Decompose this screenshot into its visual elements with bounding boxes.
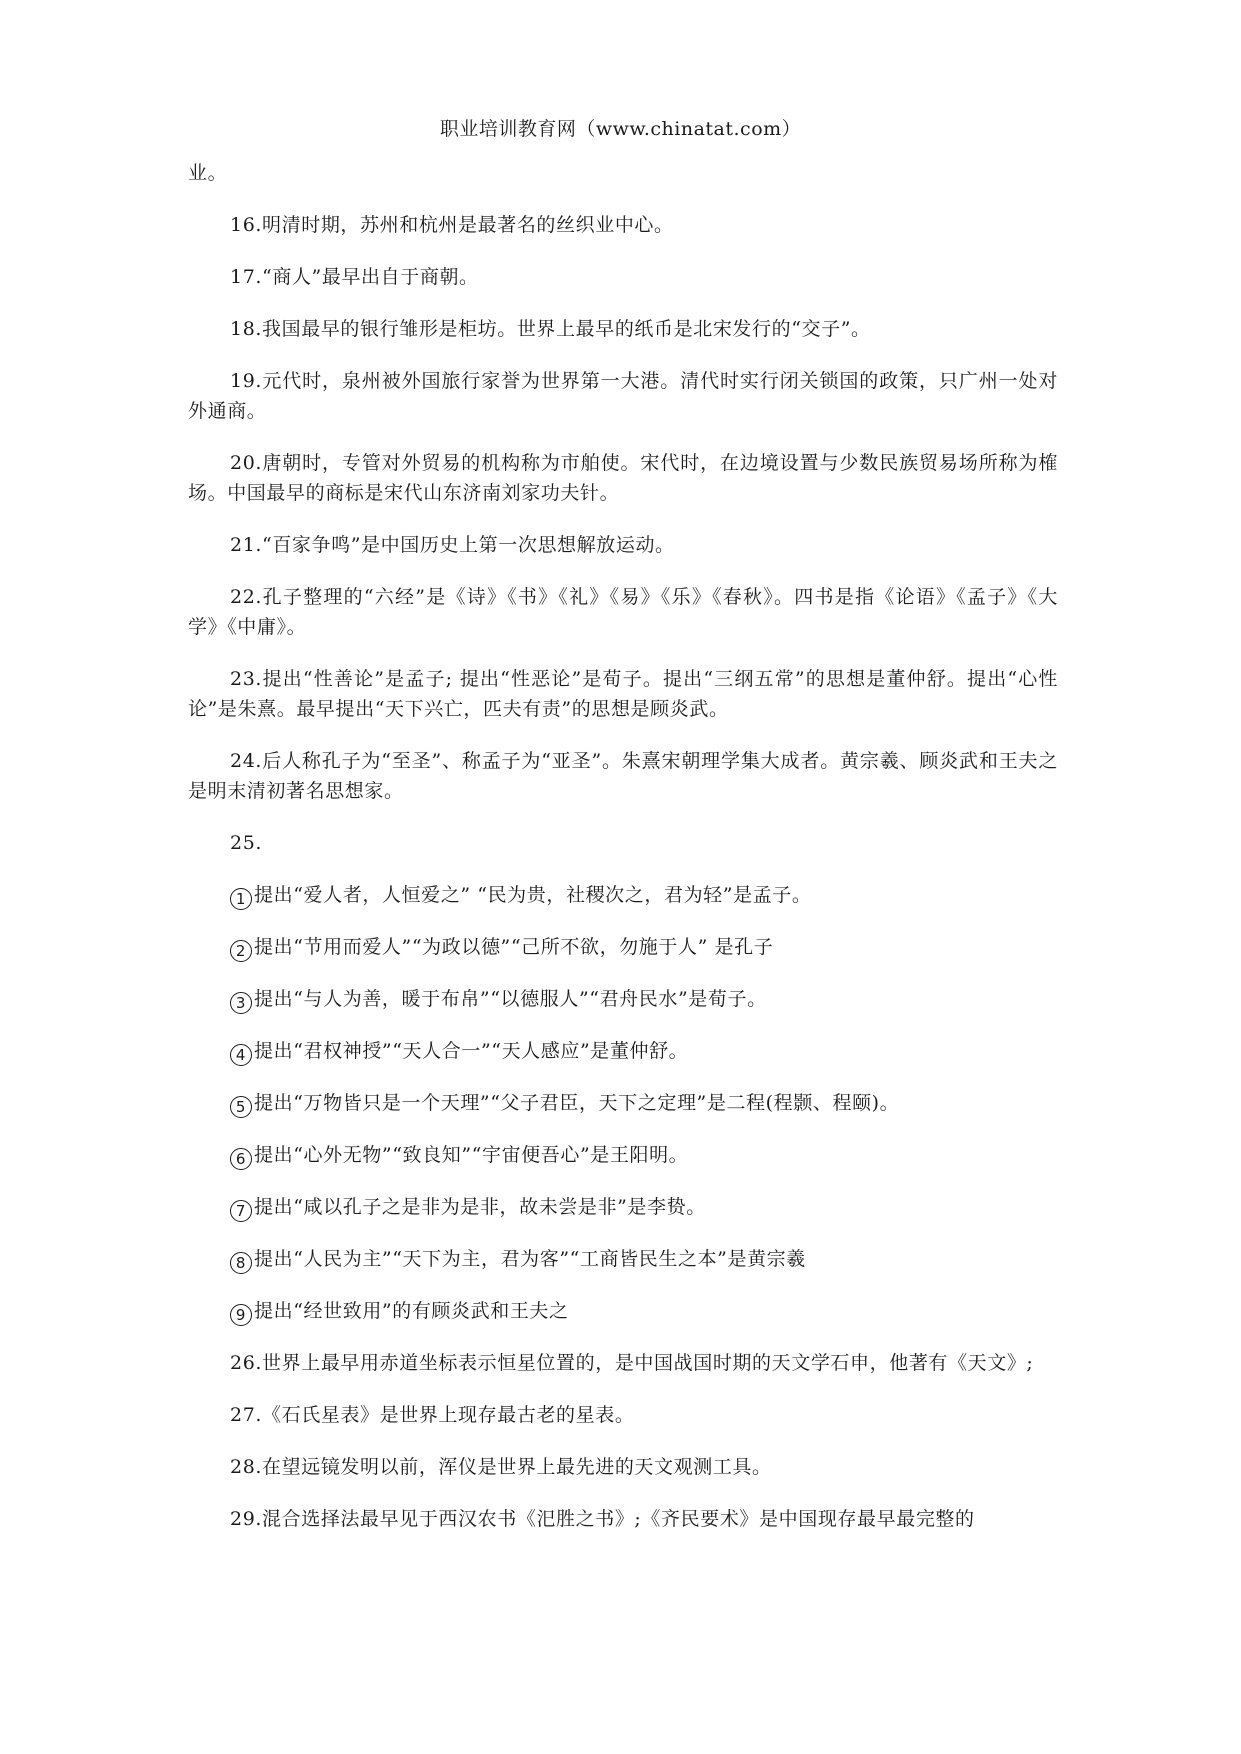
paragraph: 业。 bbox=[188, 162, 228, 184]
list-item bbox=[188, 1088, 1058, 1118]
paragraph: 26.世界上最早用赤道坐标表示恒星位置的，是中国战国时期的天文学石申，他著有《天文》; bbox=[230, 1352, 1034, 1374]
list-item-text: 提出“君权神授”“天人合一”“天人感应”是董仲舒。 bbox=[254, 1040, 689, 1062]
circled-number: 3 bbox=[230, 992, 252, 1014]
circled-number: 7 bbox=[230, 1200, 252, 1222]
list-item-text: 提出“心外无物”“致良知”“宇宙便吾心”是王阳明。 bbox=[254, 1144, 689, 1166]
list-item bbox=[188, 1244, 1058, 1274]
paragraph: 29.混合选择法最早见于西汉农书《汜胜之书》;《齐民要术》是中国现存最早最完整的 bbox=[230, 1508, 975, 1530]
list-item bbox=[188, 1296, 1058, 1326]
list-item bbox=[188, 880, 1058, 910]
list-item-text: 提出“咸以孔子之是非为是非，故未尝是非”是李贽。 bbox=[254, 1196, 706, 1218]
list-item-text: 提出“经世致用”的有顾炎武和王夫之 bbox=[254, 1300, 569, 1322]
circled-number: 8 bbox=[230, 1252, 252, 1274]
list-item bbox=[188, 932, 1058, 962]
paragraph: 17.“商人”最早出自于商朝。 bbox=[230, 266, 479, 288]
document-body bbox=[188, 158, 1058, 1556]
list-item-text: 提出“爱人者，人恒爱之” “民为贵，社稷次之，君为轻”是孟子。 bbox=[254, 884, 812, 906]
list-item-text: 提出“与人为善，暖于布帛”“以德服人”“君舟民水”是荀子。 bbox=[254, 988, 767, 1010]
circled-number: 9 bbox=[230, 1304, 252, 1326]
circled-number: 5 bbox=[230, 1096, 252, 1118]
list-item-text: 提出“人民为主”“天下为主，君为客”“工商皆民生之本”是黄宗羲 bbox=[254, 1248, 806, 1270]
circled-number: 1 bbox=[230, 888, 252, 910]
circled-number: 6 bbox=[230, 1148, 252, 1170]
list-item-text: 提出“万物皆只是一个天理”“父子君臣，天下之定理”是二程(程颢、程颐)。 bbox=[254, 1092, 900, 1114]
list-item bbox=[188, 984, 1058, 1014]
paragraph: 24.后人称孔子为“至圣”、称孟子为“亚圣”。朱熹宋朝理学集大成者。黄宗羲、顾炎武和王夫之是明末清初著名思想家。 bbox=[188, 750, 1058, 802]
list-item bbox=[188, 1036, 1058, 1066]
page-header: 职业培训教育网（www.chinatat.com） bbox=[439, 118, 802, 140]
paragraph: 27.《石氏星表》是世界上现存最古老的星表。 bbox=[230, 1404, 635, 1426]
paragraph: 16.明清时期，苏州和杭州是最著名的丝织业中心。 bbox=[230, 214, 674, 236]
paragraph: 28.在望远镜发明以前，浑仪是世界上最先进的天文观测工具。 bbox=[230, 1456, 772, 1478]
paragraph: 23.提出“性善论”是孟子; 提出“性恶论”是荀子。提出“三纲五常”的思想是董仲舒。提出“心性论”是朱熹。最早提出“天下兴亡，匹夫有责”的思想是顾炎武。 bbox=[188, 668, 1058, 720]
paragraph: 20.唐朝时，专管对外贸易的机构称为市舶使。宋代时，在边境设置与少数民族贸易场所称为榷场。中国最早的商标是宋代山东济南刘家功夫针。 bbox=[188, 452, 1058, 504]
circled-number: 2 bbox=[230, 940, 252, 962]
paragraph: 19.元代时，泉州被外国旅行家誉为世界第一大港。清代时实行闭关锁国的政策，只广州一处对外通商。 bbox=[188, 370, 1058, 422]
paragraph: 25. bbox=[230, 832, 263, 854]
list-item bbox=[188, 1192, 1058, 1222]
list-item-text: 提出“节用而爱人”“为政以德”“己所不欲，勿施于人” 是孔子 bbox=[254, 936, 774, 958]
circled-number: 4 bbox=[230, 1044, 252, 1066]
paragraph: 21.“百家争鸣”是中国历史上第一次思想解放运动。 bbox=[230, 534, 675, 556]
paragraph: 22.孔子整理的“六经”是《诗》《书》《礼》《易》《乐》《春秋》。四书是指《论语》《孟子》《大学》《中庸》。 bbox=[188, 586, 1058, 638]
paragraph: 18.我国最早的银行雏形是柜坊。世界上最早的纸币是北宋发行的“交子”。 bbox=[230, 318, 871, 340]
list-item bbox=[188, 1140, 1058, 1170]
